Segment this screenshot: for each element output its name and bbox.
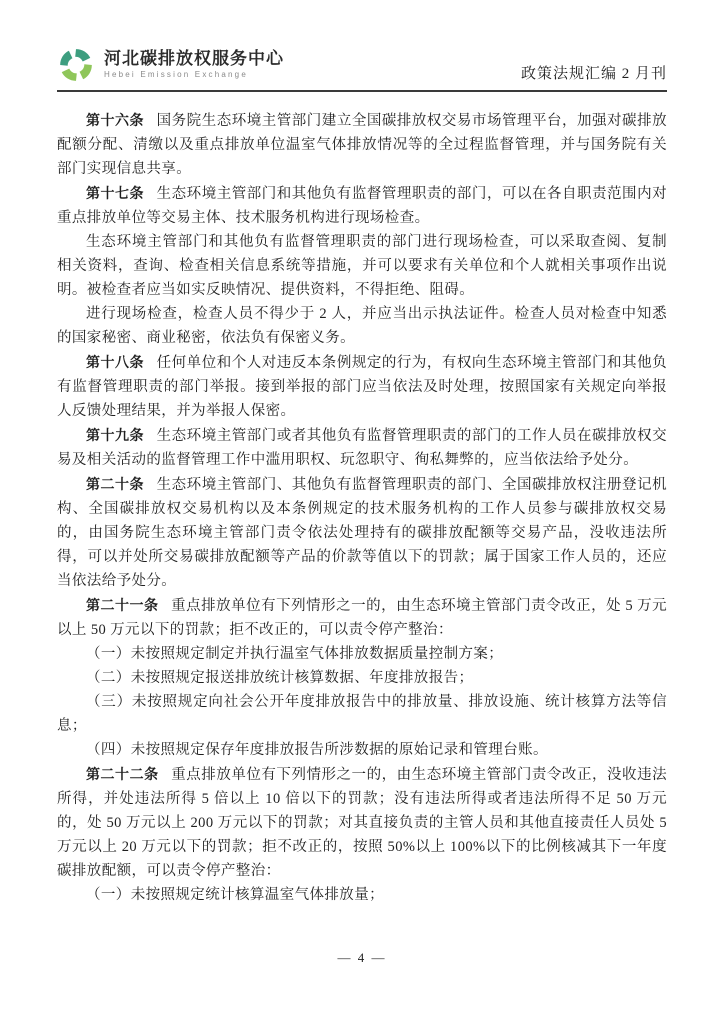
- article-text: 任何单位和个人对违反本条例规定的行为，有权向生态环境主管部门和其他负有监督管理职责的部门举报。接到举报的部门应当依法及时处理，按照国家有关规定向举报人反馈处理结果，并为举报人保密。: [57, 355, 667, 419]
- document-body: [57, 108, 667, 907]
- list-item-1: [57, 642, 667, 666]
- article-text: （一）未按照规定制定并执行温室气体排放数据质量控制方案；: [86, 646, 504, 662]
- article-number: 第二十条: [86, 476, 145, 492]
- article-number: 第十六条: [86, 112, 145, 128]
- list-item-3: [57, 690, 667, 738]
- article-text: 生态环境主管部门和其他负有监督管理职责的部门，可以在各自职责范围内对重点排放单位等交易主体、技术服务机构进行现场检查。: [57, 186, 667, 226]
- article-text: （三）未按照规定向社会公开年度排放报告中的排放量、排放设施、统计核算方法等信息；: [57, 694, 667, 734]
- article-number: 第十八条: [86, 354, 145, 370]
- paragraph-article-21: [57, 593, 667, 642]
- list-item-1b: [57, 883, 667, 907]
- article-number: 第二十二条: [86, 766, 159, 782]
- article-text: 进行现场检查，检查人员不得少于 2 人，并应当出示执法证件。检查人员对检查中知悉的国家秘密、商业秘密，依法负有保密义务。: [57, 306, 667, 346]
- article-text: 生态环境主管部门、其他负有监督管理职责的部门、全国碳排放权注册登记机构、全国碳排放权交易机构以及本条例规定的技术服务机构的工作人员参与碳排放权交易的，由国务院生态环境主管部门责令依法处理持有的碳排放配额等交易产品，没收违法所得，可以并处所交易碳排放配额等产品的价款等值以下的罚款；属于国家工作人员的，还应当依法给予处分。: [57, 477, 667, 589]
- article-text: 生态环境主管部门或者其他负有监督管理职责的部门的工作人员在碳排放权交易及相关活动的监督管理工作中滥用职权、玩忽职守、徇私舞弊的，应当依法给予处分。: [57, 428, 667, 468]
- list-item-2: [57, 666, 667, 690]
- pinwheel-logo-icon: [57, 46, 95, 84]
- article-number: 第十九条: [86, 427, 145, 443]
- company-name-en: Hebei Emission Exchange: [104, 69, 248, 79]
- company-name-cn: 河北碳排放权服务中心: [104, 49, 284, 69]
- page-header: [57, 46, 667, 92]
- article-text: （二）未按照规定报送排放统计核算数据、年度排放报告；: [86, 670, 474, 686]
- article-text: 国务院生态环境主管部门建立全国碳排放权交易市场管理平台，加强对碳排放配额分配、清缴以及重点排放单位温室气体排放情况等的全过程监督管理，并与国务院有关部门实现信息共享。: [57, 113, 667, 177]
- brand: [57, 46, 284, 84]
- paragraph-article-16: [57, 108, 667, 181]
- article-text: （一）未按照规定统计核算温室气体排放量；: [86, 887, 384, 903]
- article-text: 重点排放单位有下列情形之一的，由生态环境主管部门责令改正，处 5 万元以上 50 万元以下的罚款；拒不改正的，可以责令停产整治：: [57, 598, 667, 638]
- article-text: 重点排放单位有下列情形之一的，由生态环境主管部门责令改正，没收违法所得，并处违法所得 5 倍以上 10 倍以下的罚款；没有违法所得或者违法所得不足 50 万元的，处 50 万元以上 200 万元以下的罚款；对其直接负责的主管人员和其他直接责任人员处 5 万元以上 20 万元以下的罚款；拒不改正的，按照 50%以上 100%以下的比例核减其下一年度碳排放配额，可以责令停产整治：: [57, 767, 667, 879]
- issue-label: 政策法规汇编 2 月刊: [520, 66, 667, 82]
- article-text: 生态环境主管部门和其他负有监督管理职责的部门进行现场检查，可以采取查阅、复制相关资料，查询、检查相关信息系统等措施，并可以要求有关单位和个人就相关事项作出说明。被检查者应当如实反映情况、提供资料，不得拒绝、阻碍。: [57, 234, 667, 298]
- paragraph-article-19: [57, 423, 667, 472]
- paragraph-article-17: [57, 181, 667, 230]
- list-item-4: [57, 738, 667, 762]
- article-number: 第十七条: [86, 185, 145, 201]
- page-number: — 4 —: [337, 950, 387, 965]
- article-number: 第二十一条: [86, 597, 159, 613]
- paragraph-article-20: [57, 472, 667, 593]
- paragraph-article-18: [57, 350, 667, 423]
- paragraph: [57, 302, 667, 350]
- article-text: （四）未按照规定保存年度排放报告所涉数据的原始记录和管理台账。: [86, 742, 548, 758]
- paragraph-article-22: [57, 762, 667, 883]
- brand-text: [104, 50, 284, 79]
- paragraph: [57, 230, 667, 302]
